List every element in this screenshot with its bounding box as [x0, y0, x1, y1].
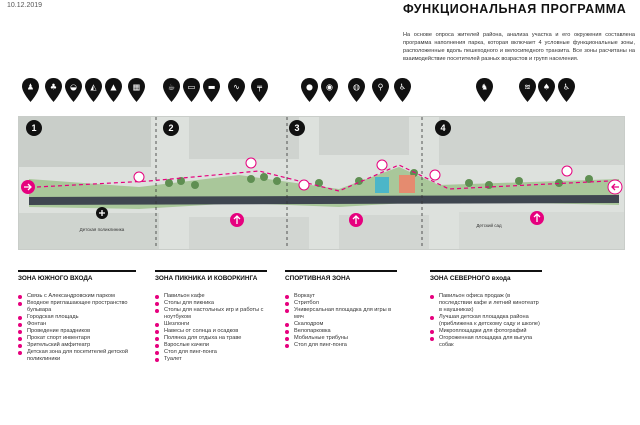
svg-text:⚲: ⚲ [377, 82, 384, 92]
wheelchair-icon [393, 77, 412, 103]
svg-text:●: ● [306, 82, 313, 92]
svg-text:∿: ∿ [233, 82, 240, 92]
page-title: ФУНКЦИОНАЛЬНАЯ ПРОГРАММА [403, 2, 627, 16]
table-tennis-icon [300, 77, 319, 103]
zone-list-item: Прокат спорт инвентаря [18, 335, 136, 342]
tree-icon [44, 77, 63, 103]
svg-text:♠: ♠ [542, 82, 551, 92]
park-plan [18, 116, 625, 250]
zone-list-item: Велопарковка [285, 328, 397, 335]
zone-list-item: Городская площадь [18, 314, 136, 321]
svg-text:4: 4 [440, 123, 446, 133]
zone-title: ЗОНА СЕВЕРНОГО входа [430, 275, 511, 282]
swing-icon [21, 77, 40, 103]
zone-marker-2 [163, 120, 179, 136]
zone-list-item: Стол для пинг-понга [155, 349, 267, 356]
zone-list-item: Универсальная площадка для игры в мяч [285, 307, 397, 321]
zone-list-item: Столы для пикника [155, 300, 267, 307]
hammock-icon [227, 77, 246, 103]
clinic-marker-icon [96, 207, 108, 219]
zone-list-item: Входное приглашающее пространство бульвара [18, 300, 136, 314]
building-block [189, 217, 309, 250]
fir-icon [104, 77, 123, 103]
plan-map [19, 117, 625, 250]
zone-list-item: Туалет [155, 356, 267, 363]
picnic-table-icon [250, 77, 269, 103]
sport-court [399, 175, 415, 193]
zone-list-item: Павильон офиса продаж (в последствии кафе и летний кинотеатр в наушниках) [430, 293, 542, 314]
svg-text:◉: ◉ [326, 82, 333, 92]
building-block [439, 117, 625, 165]
ball-icon [320, 77, 339, 103]
dog-icon [475, 77, 494, 103]
zone-marker-1 [26, 120, 42, 136]
building-block [189, 117, 299, 159]
slide-icon [84, 77, 103, 103]
svg-text:☕: ☕ [167, 82, 176, 92]
zone-column [18, 270, 136, 363]
svg-text:♞: ♞ [480, 82, 489, 92]
zone-column [155, 270, 267, 363]
svg-text:♟: ♟ [26, 82, 35, 92]
zone-title: ЗОНА ЮЖНОГО ВХОДА [18, 275, 93, 282]
cafe-icon [162, 77, 181, 103]
svg-text:1: 1 [31, 123, 37, 133]
svg-text:▲: ▲ [110, 82, 117, 92]
svg-text:3: 3 [294, 123, 300, 133]
zone-list-item: Мобильные трибуны [285, 335, 397, 342]
kindergarten-label: Детский сад [476, 223, 502, 228]
fountain-icon [518, 77, 537, 103]
entrance-arrow-icon [230, 213, 244, 227]
zone-list-item: Детская зона для посетителей детской поликлиники [18, 349, 136, 363]
svg-text:▦: ▦ [132, 82, 141, 92]
building-block [319, 117, 409, 155]
zone-column [285, 270, 397, 349]
zone-list-item: Взрослые качели [155, 342, 267, 349]
zone-list-item: Шезлонги [155, 321, 267, 328]
zone-list-item: Микроплощадки для фотографий [430, 328, 542, 335]
zone-list [430, 293, 542, 349]
zone-list-item: Зрительский амфитеатр [18, 342, 136, 349]
entrance-arrow-icon [530, 211, 544, 225]
svg-text:♿: ♿ [398, 82, 407, 92]
svg-text:◭: ◭ [90, 82, 97, 92]
entrance-arrow-icon [349, 213, 363, 227]
zone-list-item: Воркаут [285, 293, 397, 300]
svg-text:◒: ◒ [70, 82, 77, 92]
entrance-arrow-icon [608, 180, 622, 194]
zone-column [430, 270, 542, 349]
clinic-label: Детская поликлиника [79, 227, 125, 232]
sport-court [375, 177, 389, 193]
zone-list-item: Павильон кафе [155, 293, 267, 300]
svg-text:♿: ♿ [562, 82, 571, 92]
date-label: 10.12.2019 [7, 2, 43, 9]
intro-text: На основе опроса жителей района, анализа участка и его окружения составлена программа наполнения парка, которая включает 4 условные функциональные зоны, расположенные вдоль пешеходного и велосипедного транзита. Все зоны расчитаны на взаимодействие посетителей разных возрастов и групп населения. [403, 32, 635, 62]
basketball-icon [347, 77, 366, 103]
zone-list-item: Связь с Александровским парком [18, 293, 136, 300]
map-board-icon [127, 77, 146, 103]
entrance-arrow-icon [21, 180, 35, 194]
svg-text:♣: ♣ [49, 82, 58, 92]
zone-list-item: Столы для настольных игр и работы с ноутбуком [155, 307, 267, 321]
bench-icon [182, 77, 201, 103]
svg-text:▬: ▬ [207, 82, 216, 92]
zone-list-item: Скалодром [285, 321, 397, 328]
zone-list [155, 293, 267, 363]
zone-list-item: Стритбол [285, 300, 397, 307]
bicycle-icon [371, 77, 390, 103]
svg-text:◍: ◍ [353, 82, 360, 92]
zone-list-item: Огороженная площадка для выгула собак [430, 335, 542, 349]
svg-text:╤: ╤ [257, 82, 262, 92]
zone-marker-4 [435, 120, 451, 136]
svg-text:▭: ▭ [187, 82, 196, 92]
amphitheatre-icon [64, 77, 83, 103]
zone-list [18, 293, 136, 363]
laptop-icon [202, 77, 221, 103]
svg-text:≋: ≋ [524, 82, 531, 92]
zone-title: ЗОНА ПИКНИКА И КОВОРКИНГА [155, 275, 258, 282]
zone-marker-3 [289, 120, 305, 136]
accessibility-icon [557, 77, 576, 103]
playground-icon [537, 77, 556, 103]
zone-list-item: Фонтан [18, 321, 136, 328]
zone-list-item: Стол для пинг-понга [285, 342, 397, 349]
zone-list-item: Полянка для отдыха на траве [155, 335, 267, 342]
zone-list-item: Лучшая детская площадка района (приближена к детскому саду и школе) [430, 314, 542, 328]
zone-list [285, 293, 397, 349]
svg-text:2: 2 [168, 123, 174, 133]
zone-title: СПОРТИВНАЯ ЗОНА [285, 275, 351, 282]
zone-list-item: Проведение праздников [18, 328, 136, 335]
zone-list-item: Навесы от солнца и осадков [155, 328, 267, 335]
